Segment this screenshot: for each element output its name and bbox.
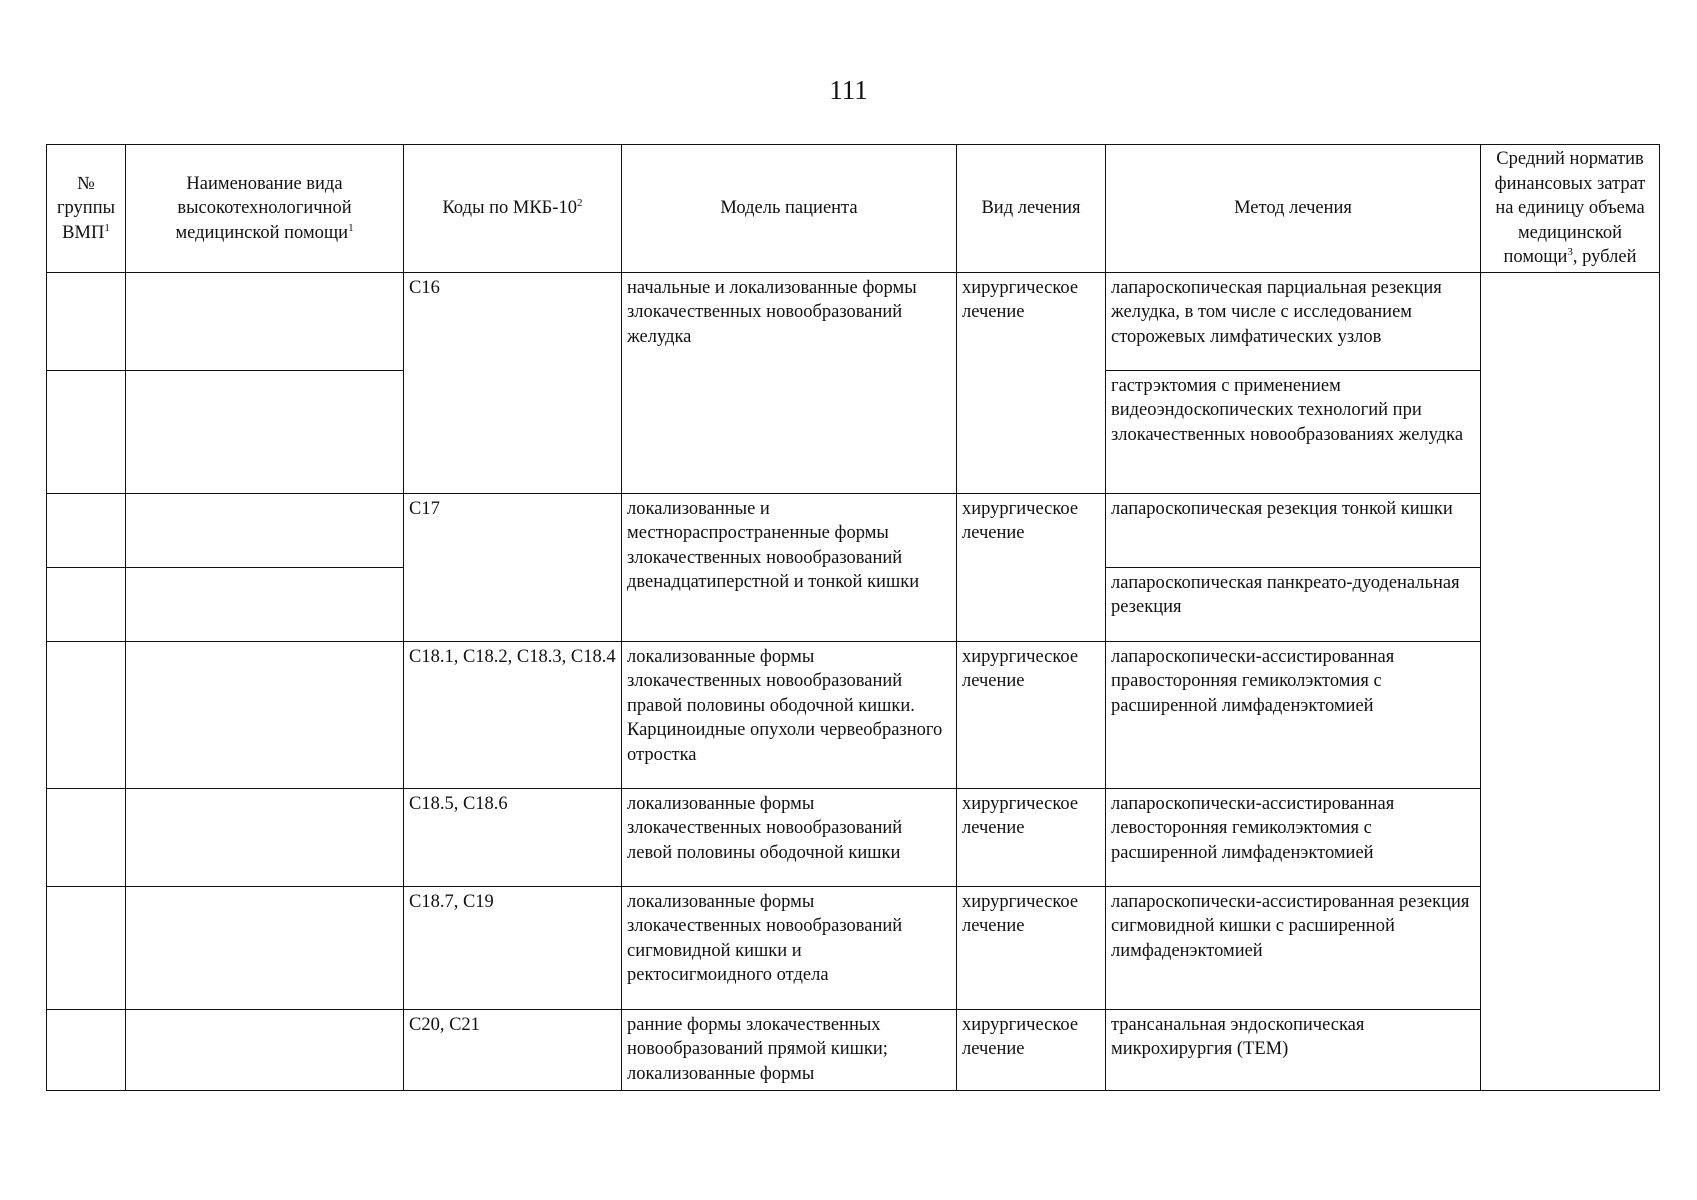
treatment-method-cell: лапароскопическая панкреато-дуоденальная резекция xyxy=(1106,567,1481,641)
vmp-name-cell xyxy=(126,641,404,788)
treatment-type-cell: хирургическое лечение xyxy=(957,788,1106,886)
icd-code-cell: C20, C21 xyxy=(404,1009,622,1091)
vmp-name-cell xyxy=(126,788,404,886)
table-row xyxy=(47,788,1660,886)
treatment-method-cell: трансанальная эндоскопическая микрохирургия (ТЕМ) xyxy=(1106,1009,1481,1091)
header-cost-norm: Средний норматив финансовых затрат на единицу объема медицинской помощи$^3$, рублей xyxy=(1481,145,1660,273)
group-number-cell xyxy=(47,641,126,788)
treatment-type-cell: хирургическое лечение xyxy=(957,493,1106,641)
header-group-number: № группы ВМП$^1$ xyxy=(47,145,126,273)
treatment-method-cell: гастрэктомия с применением видеоэндоскопических технологий при злокачественных новообразованиях желудка xyxy=(1106,370,1481,493)
cost-norm-cell xyxy=(1481,272,1660,1091)
vmp-name-cell xyxy=(126,886,404,1009)
treatment-type-cell: хирургическое лечение xyxy=(957,272,1106,493)
patient-model-cell: локализованные формы злокачественных новообразований сигмовидной кишки и ректосигмоидного отдела xyxy=(622,886,957,1009)
patient-model-cell: начальные и локализованные формы злокачественных новообразований желудка xyxy=(622,272,957,493)
patient-model-cell: ранние формы злокачественных новообразований прямой кишки; локализованные формы xyxy=(622,1009,957,1091)
icd-code-cell: C18.5, C18.6 xyxy=(404,788,622,886)
treatment-method-cell: лапароскопически-ассистированная правосторонняя гемиколэктомия с расширенной лимфаденэктомией xyxy=(1106,641,1481,788)
page-number: 111 xyxy=(829,75,868,105)
header-icd-codes: Коды по МКБ-$10^2$ xyxy=(404,145,622,273)
group-number-cell xyxy=(47,370,126,493)
table-header-row xyxy=(47,145,1660,273)
group-number-cell xyxy=(47,567,126,641)
icd-code-cell: C18.1, C18.2, C18.3, C18.4 xyxy=(404,641,622,788)
group-number-cell xyxy=(47,886,126,1009)
vmp-name-cell xyxy=(126,272,404,370)
icd-code-cell: C16 xyxy=(404,272,622,493)
treatment-type-cell: хирургическое лечение xyxy=(957,1009,1106,1091)
treatment-type-cell: хирургическое лечение xyxy=(957,886,1106,1009)
table-row xyxy=(47,1009,1660,1091)
vmp-name-cell xyxy=(126,567,404,641)
patient-model-cell: локализованные формы злокачественных новообразований левой половины ободочной кишки xyxy=(622,788,957,886)
treatment-method-cell: лапароскопическая резекция тонкой кишки xyxy=(1106,493,1481,567)
icd-code-cell: C18.7, C19 xyxy=(404,886,622,1009)
icd-code-cell: C17 xyxy=(404,493,622,641)
treatment-type-cell: хирургическое лечение xyxy=(957,641,1106,788)
header-treatment-type: Вид лечения xyxy=(957,145,1106,273)
table-row xyxy=(47,272,1660,370)
table-row xyxy=(47,641,1660,788)
header-vmp-name: Наименование вида высокотехнологичной медицинской помощи$^1$ xyxy=(126,145,404,273)
group-number-cell xyxy=(47,272,126,370)
table-row xyxy=(47,886,1660,1009)
vmp-name-cell xyxy=(126,493,404,567)
header-patient-model: Модель пациента xyxy=(622,145,957,273)
patient-model-cell: локализованные формы злокачественных новообразований правой половины ободочной кишки. Карциноидные опухоли червеобразного отростка xyxy=(622,641,957,788)
vmp-name-cell xyxy=(126,370,404,493)
treatment-method-cell: лапароскопически-ассистированная левосторонняя гемиколэктомия с расширенной лимфаденэктомией xyxy=(1106,788,1481,886)
treatment-method-cell: лапароскопически-ассистированная резекция сигмовидной кишки с расширенной лимфаденэктомией xyxy=(1106,886,1481,1009)
table-row xyxy=(47,493,1660,567)
vmp-name-cell xyxy=(126,1009,404,1091)
group-number-cell xyxy=(47,788,126,886)
group-number-cell xyxy=(47,1009,126,1091)
patient-model-cell: локализованные и местнораспространенные формы злокачественных новообразований двенадцатиперстной и тонкой кишки xyxy=(622,493,957,641)
vmp-table xyxy=(46,144,1660,1091)
header-treatment-method: Метод лечения xyxy=(1106,145,1481,273)
treatment-method-cell: лапароскопическая парциальная резекция желудка, в том числе с исследованием сторожевых лимфатических узлов xyxy=(1106,272,1481,370)
group-number-cell xyxy=(47,493,126,567)
